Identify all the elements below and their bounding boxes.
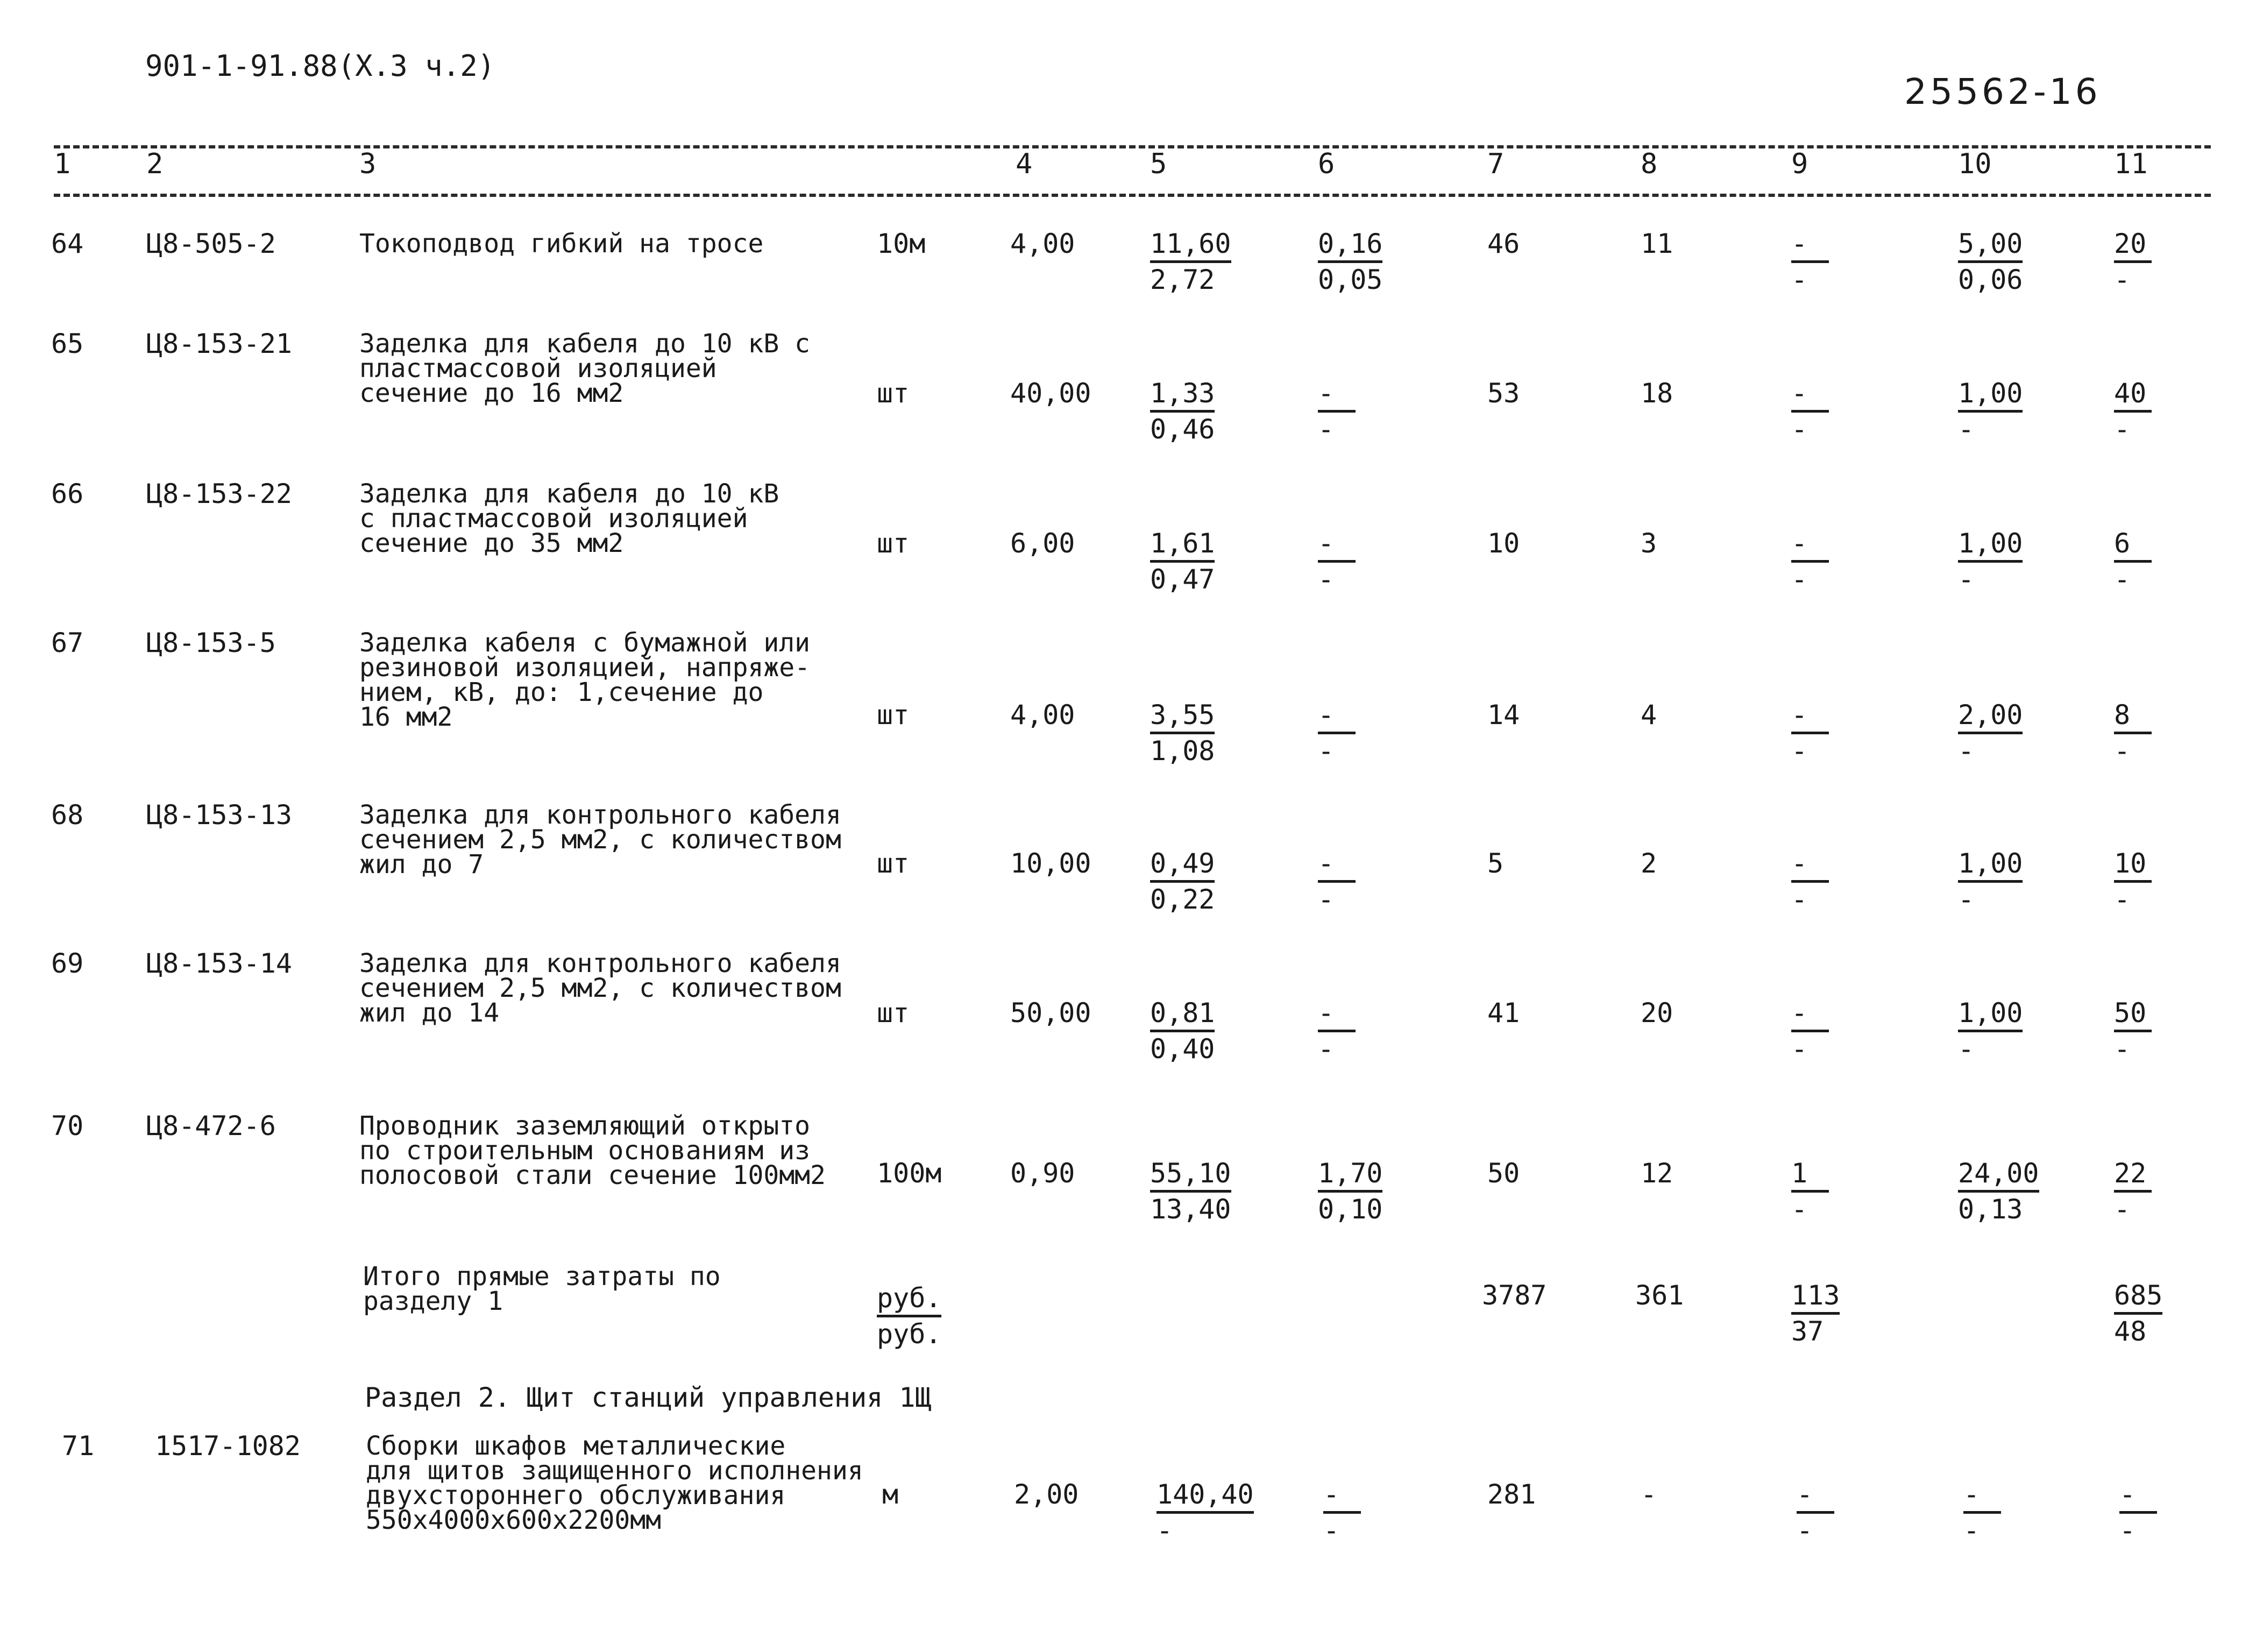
col5-fraction: $\frac{1,61}{0,47}$ <box>1150 528 1215 595</box>
col10-fraction: 1,00 - <box>1958 528 2023 595</box>
unit: шт <box>877 997 910 1029</box>
col7-value: 50 <box>1487 1158 1520 1189</box>
work-description: Токоподвод гибкий на тросе <box>359 229 764 259</box>
quantity: 40,00 <box>1010 378 1091 409</box>
quantity: 6,00 <box>1010 528 1075 559</box>
col6-fraction: $\frac{0,16}{0,05}$ <box>1318 228 1383 295</box>
col5-fraction: 140,40 - <box>1157 1479 1254 1546</box>
col8-value: 3 <box>1641 528 1657 559</box>
col10-fraction: 1,00 - <box>1958 378 2023 445</box>
col9-fraction: - - <box>1791 381 1829 442</box>
col6-fraction: $\frac{1,70}{0,10}$ <box>1318 1158 1383 1225</box>
col11-fraction: 10 - <box>2114 851 2152 912</box>
col10-fraction: 2,00 - <box>1958 699 2023 767</box>
rate-code: Ц8-153-13 <box>146 799 292 831</box>
row-number: 65 <box>51 328 84 359</box>
rate-code: Ц8-153-14 <box>146 948 292 979</box>
quantity: 2,00 <box>1014 1479 1079 1510</box>
col6-fraction: - - <box>1318 703 1356 763</box>
col7-value: 41 <box>1487 997 1520 1029</box>
col7-value: 5 <box>1487 848 1504 879</box>
col8-value: 2 <box>1641 848 1657 879</box>
col9-fraction: - - <box>1791 851 1829 912</box>
col7-value: 14 <box>1487 699 1520 731</box>
column-header-4: 4 <box>1016 148 1033 180</box>
work-description: Заделка для кабеля до 10 кВ с пластмассовой изоляцией сечение до 35 мм2 <box>359 479 779 558</box>
col6-fraction: - - <box>1318 851 1356 912</box>
col8-value: 18 <box>1641 378 1673 409</box>
header-top-rule <box>54 145 2211 148</box>
section-title: Раздел 2. Щит станций управления 1Щ <box>365 1382 932 1413</box>
col8-value: 11 <box>1641 228 1673 259</box>
col10-fraction: $\frac{24,00}{0,13}$ <box>1958 1158 2039 1225</box>
row-number: 67 <box>51 627 84 658</box>
column-header-2: 2 <box>146 148 164 180</box>
col10-fraction: - - <box>1963 1482 2001 1543</box>
col8-value: 12 <box>1641 1158 1673 1189</box>
unit: шт <box>877 528 910 559</box>
column-header-10: 10 <box>1958 148 1992 180</box>
col6-fraction: - - <box>1323 1482 1361 1543</box>
col5-fraction: $\frac{11,60}{2,72}$ <box>1150 228 1231 295</box>
total-label: Итого прямые затраты по разделу 1 <box>363 1261 721 1316</box>
column-header-9: 9 <box>1791 148 1808 180</box>
col6-fraction: - - <box>1318 1001 1356 1061</box>
column-header-5: 5 <box>1150 148 1167 180</box>
row-number: 70 <box>51 1110 84 1141</box>
col9-fraction: - - <box>1791 231 1829 292</box>
col8-value: - <box>1641 1479 1657 1510</box>
row-number: 64 <box>51 228 84 259</box>
column-header-8: 8 <box>1641 148 1658 180</box>
total-col11-fraction: $\frac{685}{48}$ <box>2114 1280 2163 1347</box>
rate-code: Ц8-153-22 <box>146 478 292 509</box>
quantity: 10,00 <box>1010 848 1091 879</box>
col5-fraction: $\frac{55,10}{13,40}$ <box>1150 1158 1231 1225</box>
row-number: 68 <box>51 799 84 831</box>
col7-value: 281 <box>1487 1479 1536 1510</box>
col7-value: 10 <box>1487 528 1520 559</box>
column-header-6: 6 <box>1318 148 1335 180</box>
row-number: 66 <box>51 478 84 509</box>
col10-fraction: $\frac{5,00}{0,06}$ <box>1958 228 2023 295</box>
col11-fraction: 20 - <box>2114 231 2152 292</box>
rate-code: 1517-1082 <box>155 1430 301 1462</box>
quantity: 50,00 <box>1010 997 1091 1029</box>
col10-fraction: 1,00 - <box>1958 848 2023 915</box>
col8-value: 20 <box>1641 997 1673 1029</box>
col11-fraction: 40 - <box>2114 381 2152 442</box>
rate-code: Ц8-153-21 <box>146 328 292 359</box>
column-header-3: 3 <box>359 148 377 180</box>
work-description: Заделка для контрольного кабеля сечением 2,5 мм2, с количеством жил до 14 <box>359 948 841 1028</box>
work-description: Заделка для контрольного кабеля сечением 2,5 мм2, с количеством жил до 7 <box>359 800 841 880</box>
column-header-7: 7 <box>1487 148 1505 180</box>
unit: м <box>882 1479 899 1510</box>
col11-fraction: 8 - <box>2114 703 2152 763</box>
col5-fraction: $\frac{1,33}{0,46}$ <box>1150 378 1215 445</box>
work-description: Проводник заземляющий открыто по строительным основаниям из полосовой стали сечение 100мм2 <box>359 1111 826 1190</box>
rate-code: Ц8-153-5 <box>146 627 276 658</box>
total-col7: 3787 <box>1482 1280 1547 1311</box>
col11-fraction: 22 - <box>2114 1161 2152 1222</box>
col5-fraction: $\frac{3,55}{1,08}$ <box>1150 699 1215 767</box>
quantity: 4,00 <box>1010 699 1075 731</box>
total-unit-fraction: руб. руб. <box>877 1282 942 1350</box>
column-header-11: 11 <box>2114 148 2148 180</box>
col7-value: 46 <box>1487 228 1520 259</box>
work-description: Заделка кабеля с бумажной или резиновой изоляцией, напряже- нием, кВ, до: 1,сечение до 16 мм2 <box>359 628 811 732</box>
unit: шт <box>877 848 910 879</box>
work-description: Заделка для кабеля до 10 кВ с пластмассовой изоляцией сечение до 16 мм2 <box>359 329 811 408</box>
document-code: 901-1-91.88(X.3 ч.2) <box>145 49 495 83</box>
rate-code: Ц8-472-6 <box>146 1110 276 1141</box>
quantity: 4,00 <box>1010 228 1075 259</box>
quantity: 0,90 <box>1010 1158 1075 1189</box>
row-number: 71 <box>62 1430 95 1462</box>
col8-value: 4 <box>1641 699 1657 731</box>
col6-fraction: - - <box>1318 381 1356 442</box>
rate-code: Ц8-505-2 <box>146 228 276 259</box>
unit: 10м <box>877 228 926 259</box>
col11-fraction: 6 - <box>2114 531 2152 592</box>
unit: шт <box>877 378 910 409</box>
col11-fraction: - - <box>2119 1482 2157 1543</box>
col11-fraction: 50 - <box>2114 1001 2152 1061</box>
column-header-1: 1 <box>54 148 71 180</box>
header-bottom-rule <box>54 194 2211 197</box>
work-description: Сборки шкафов металлические для щитов защищенного исполнения двухстороннего обслуживания 550х4000х600х2200мм <box>366 1431 863 1535</box>
unit: шт <box>877 699 910 731</box>
col9-fraction: - - <box>1791 1001 1829 1061</box>
total-col9-fraction: $\frac{113}{37}$ <box>1791 1280 1840 1347</box>
col6-fraction: - - <box>1318 531 1356 592</box>
total-col8: 361 <box>1635 1280 1684 1311</box>
col5-fraction: $\frac{0,81}{0,40}$ <box>1150 997 1215 1065</box>
col7-value: 53 <box>1487 378 1520 409</box>
sheet-number: 25562-16 <box>1904 71 2101 112</box>
unit: 100м <box>877 1158 942 1189</box>
col9-fraction: - - <box>1791 703 1829 763</box>
col5-fraction: $\frac{0,49}{0,22}$ <box>1150 848 1215 915</box>
col9-fraction: 1 - <box>1791 1161 1829 1222</box>
col9-fraction: - - <box>1797 1482 1834 1543</box>
col9-fraction: - - <box>1791 531 1829 592</box>
col10-fraction: 1,00 - <box>1958 997 2023 1065</box>
row-number: 69 <box>51 948 84 979</box>
